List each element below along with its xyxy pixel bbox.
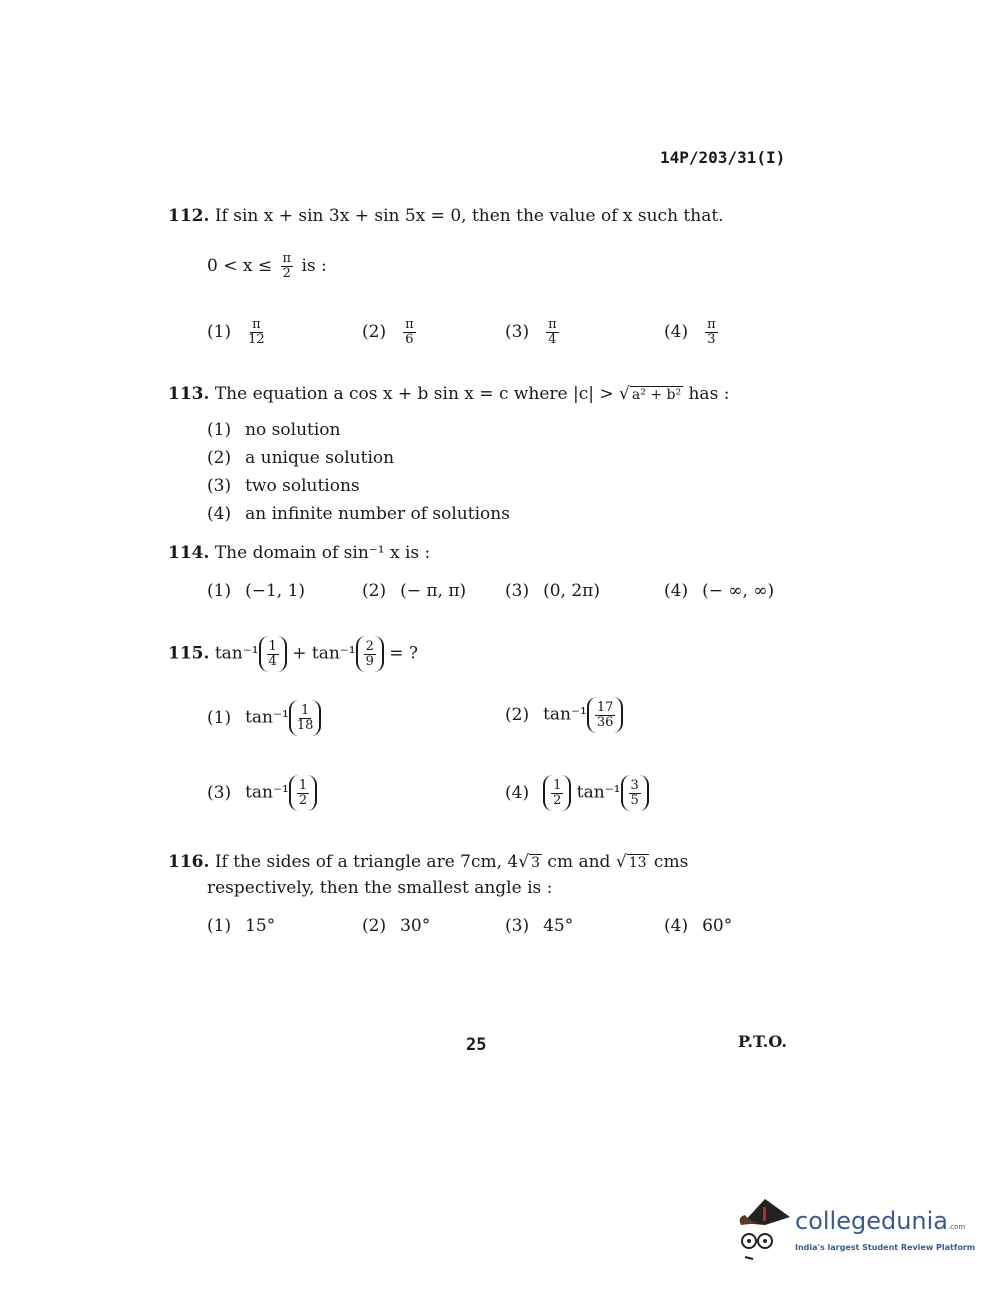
- q112-condition: [207, 252, 327, 281]
- condition-text: 0 < x ≤: [207, 256, 273, 276]
- q116-option-4: (4) 60°: [664, 916, 733, 936]
- logo-brand: collegedunia: [795, 1207, 949, 1235]
- question-text-end: has :: [688, 384, 730, 404]
- question-112: [168, 206, 724, 226]
- q112-option-2: (2) $\frac{\pi}{6}$: [362, 317, 414, 347]
- question-number: 113.: [168, 384, 210, 404]
- question-number: 116.: [168, 852, 210, 872]
- question-text: If sin x + sin 3x + sin 5x = 0, then the value of x such that.: [214, 206, 724, 226]
- question-text: The domain of sin⁻¹ x is :: [214, 543, 431, 563]
- question-114: [168, 543, 430, 563]
- question-115: 115. tan⁻¹ $\frac{1}{4}$ + tan⁻¹ $\frac{2}{9}$ = ?: [168, 636, 418, 672]
- q112-option-4: (4) $\frac{\pi}{3}$: [664, 317, 716, 347]
- question-113: 113. The equation a cos x + b sin x = c where |c| > √ a² + b² has :: [168, 384, 730, 404]
- question-number: 115.: [168, 643, 210, 664]
- paper-code: 14P/203/31(I): [660, 148, 786, 167]
- q112-option-3: (3) $\frac{\pi}{4}$: [505, 317, 557, 347]
- q113-option-4: (4) an infinite number of solutions: [207, 504, 510, 524]
- q116-option-3: (3) 45°: [505, 916, 574, 936]
- pto-label: P.T.O.: [738, 1032, 787, 1051]
- page-number: 25: [466, 1035, 487, 1055]
- q114-option-4: (4) (− ∞, ∞): [664, 581, 775, 601]
- q114-option-1: (1) (−1, 1): [207, 581, 306, 601]
- fraction: $\frac{\pi}{2}$: [282, 251, 292, 281]
- q115-option-3: (3) tan⁻¹ $\frac{1}{2}$: [207, 775, 317, 811]
- q114-option-3: (3) (0, 2π): [505, 581, 600, 601]
- question-number: 114.: [168, 543, 210, 563]
- question-116-line2: respectively, then the smallest angle is :: [207, 878, 553, 898]
- logo-tagline: India's largest Student Review Platform: [795, 1243, 976, 1252]
- mascot-icon: [735, 1195, 793, 1263]
- question-116: 116. If the sides of a triangle are 7cm, 4√ 3 cm and √ 13 cms: [168, 852, 689, 872]
- q113-option-1: (1) no solution: [207, 420, 341, 440]
- q115-option-1: (1) tan⁻¹ $\frac{1}{18}$: [207, 700, 321, 736]
- q116-option-2: (2) 30°: [362, 916, 431, 936]
- q112-option-1: (1) $\frac{\pi}{12}$: [207, 317, 265, 347]
- collegedunia-logo: [735, 1195, 976, 1265]
- condition-suffix: is :: [301, 256, 327, 276]
- question-text: The equation a cos x + b sin x = c where |c| >: [214, 384, 614, 404]
- q115-option-4: (4) $\frac{1}{2}$ tan⁻¹ $\frac{3}{5}$: [505, 775, 649, 811]
- question-number: 112.: [168, 206, 210, 226]
- logo-suffix: .com: [948, 1223, 966, 1231]
- q113-option-2: (2) a unique solution: [207, 448, 395, 468]
- sqrt-expression: a² + b²: [631, 387, 682, 403]
- q116-option-1: (1) 15°: [207, 916, 276, 936]
- q113-option-3: (3) two solutions: [207, 476, 360, 496]
- q114-option-2: (2) (− π, π): [362, 581, 467, 601]
- q115-option-2: (2) tan⁻¹ $\frac{17}{36}$: [505, 697, 623, 733]
